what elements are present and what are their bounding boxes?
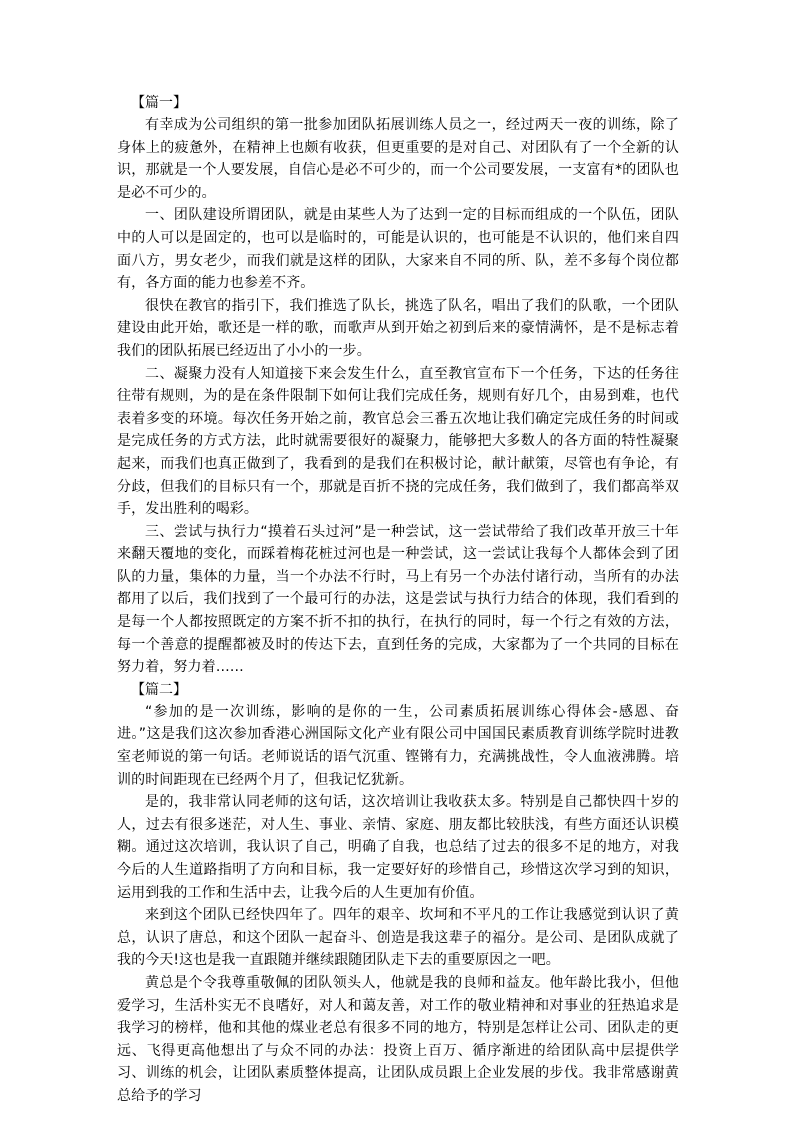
section-1-title: 【篇一】 bbox=[131, 95, 187, 111]
section-2-paragraph-4: 黄总是个令我尊重敬佩的团队领头人，他就是我的良师和益友。他年龄比我小，但他爱学习，生活朴实无不良嗜好，对人和蔼友善，对工作的敬业精神和对事业的狂热追求是我学习的榜样，他和其他的煤业老总有很多不同的地方，特别是怎样让公司、团队走的更远、飞得更高他想出了与众不同的办法：投资上百万、循序渐进的给团队高中层提供学习、训练的机会，让团队素质整体提高，让团队成员跟上企业发展的步伐。我非常感谢黄总给予的学习 bbox=[117, 974, 679, 1104]
section-2-paragraph-3: 来到这个团队已经快四年了。四年的艰辛、坎坷和不平凡的工作让我感觉到认识了黄总，认识了唐总，和这个团队一起奋斗、创造是我这辈子的福分。是公司、是团队成就了我的今天!这也是我一直跟随并继续跟随团队走下去的重要原因之一吧。 bbox=[117, 907, 679, 969]
section-2-paragraph-2: 是的，我非常认同老师的这句话，这次培训让我收获太多。特别是自己都快四十岁的人，过去有很多迷茫，对人生、事业、亲情、家庭、朋友都比较肤浅，有些方面还认识模糊。通过这次培训，我认识了自己，明确了自我，也总结了过去的很多不足的地方，对我今后的人生道路指明了方向和目标，我一定要好好的珍惜自己，珍惜这次学习到的知识，运用到我的工作和生活中去，让我今后的人生更加有价值。 bbox=[117, 794, 679, 901]
document-page bbox=[117, 92, 679, 1108]
section-2-paragraph-1: “参加的是一次训练，影响的是你的一生，公司素质拓展训练心得体会-感恩、奋进。”这是我们这次参加香港心洲国际文化产业有限公司中国国民素质教育训练学院时进教室老师说的第一句话。老师说话的语气沉重、铿锵有力，充满挑战性，令人血液沸腾。培训的时间距现在已经两个月了，但我记忆犹新。 bbox=[117, 703, 679, 788]
section-1-paragraph-1: 有幸成为公司组织的第一批参加团队拓展训练人员之一，经过两天一夜的训练，除了身体上的疲惫外，在精神上也颇有收获，但更重要的是对自己、对团队有了一个全新的认识，那就是一个人要发展，自信心是必不可少的，而一个公司要发展，一支富有*的团队也是必不可少的。 bbox=[117, 117, 679, 201]
section-2-title: 【篇二】 bbox=[131, 681, 187, 698]
section-1-paragraph-4: 二、凝聚力没有人知道接下来会发生什么，直至教官宣布下一个任务，下达的任务往往带有规则，为的是在条件限制下如何让我们完成任务，规则有好几个，由易到难，也代表着多变的环境。每次任务开始之前，教官总会三番五次地让我们确定完成任务的时间或是完成任务的方式方法，此时就需要很好的凝聚力，能够把大多数人的各方面的特性凝聚起来，而我们也真正做到了，我看到的是我们在积极讨论，献计献策，尽管也有争论，有分歧，但我们的目标只有一个，那就是百折不挠的完成任务，我们做到了，我们都高举双手，发出胜利的喝彩。 bbox=[117, 365, 679, 518]
section-1-paragraph-2: 一、团队建设所谓团队，就是由某些人为了达到一定的目标而组成的一个队伍，团队中的人可以是固定的，也可以是临时的，可能是认识的，也可能是不认识的，他们来自四面八方，男女老少，而我们就是这样的团队，大家来自不同的所、队，差不多每个岗位都有，各方面的能力也参差不齐。 bbox=[117, 207, 679, 292]
section-1-paragraph-3: 很快在教官的指引下，我们推选了队长，挑选了队名，唱出了我们的队歌，一个团队建设由此开始，歌还是一样的歌，而歌声从到开始之初到后来的豪情满怀，是不是标志着我们的团队拓展已经迈出了小小的一步。 bbox=[117, 297, 679, 359]
section-1-paragraph-5: 三、尝试与执行力“摸着石头过河”是一种尝试，这一尝试带给了我们改革开放三十年来翻天覆地的变化，而踩着梅花桩过河也是一种尝试，这一尝试让我每个人都体会到了团队的力量，集体的力量，当一个办法不行时，马上有另一个办法付诸行动，当所有的办法都用了以后，我们找到了一个最可行的办法，这是尝试与执行力结合的体现，我们看到的是每一个人都按照既定的方案不折不扣的执行，在执行的同时，每一个行之有效的方法，每一个善意的提醒都被及时的传达下去，直到任务的完成，大家都为了一个共同的目标在努力着，努力着…… bbox=[117, 523, 679, 676]
